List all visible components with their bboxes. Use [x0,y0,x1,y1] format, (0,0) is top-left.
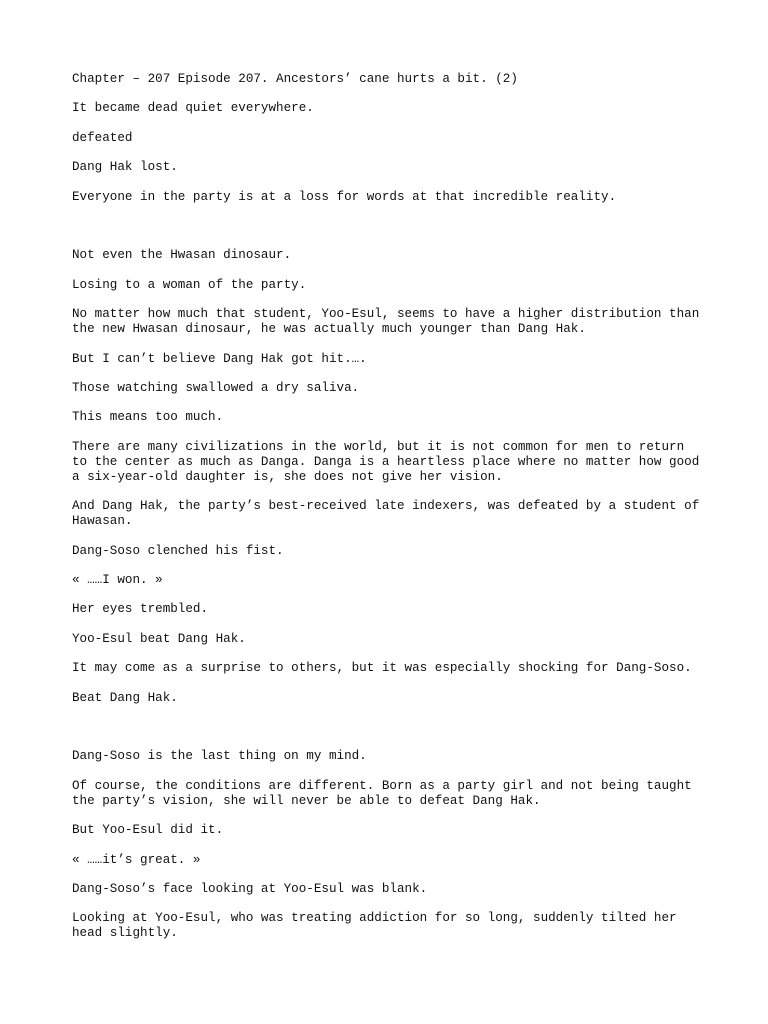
paragraph: defeated [72,130,133,145]
paragraph: But Yoo-Esul did it. [72,823,224,838]
paragraph: Dang Hak lost. [72,160,178,175]
paragraph: Yoo-Esul beat Dang Hak. [72,631,246,646]
paragraph: Her eyes trembled. [72,602,209,617]
chapter-title: Chapter – 207 Episode 207. Ancestors’ cane hurts a bit. (2) [72,72,518,86]
section-break [72,720,704,750]
paragraph: But I can’t believe Dang Hak got hit.…. [72,351,367,366]
paragraph: There are many civilizations in the world, but it is not common for men to return to the center as much as Danga. Danga is a heartless place where no matter how good a six-year-old daughter is, she does not give her vision. [72,439,707,484]
paragraph: Losing to a woman of the party. [72,277,307,292]
paragraph: Dang-Soso’s face looking at Yoo-Esul was blank. [72,881,428,896]
dialogue-line: « ……it’s great. » [72,852,201,867]
dialogue-line: « ……I won. » [72,572,163,587]
paragraph: Not even the Hwasan dinosaur. [72,248,292,263]
paragraph: No matter how much that student, Yoo-Esul, seems to have a higher distribution than the new Hwasan dinosaur, he was actually much younger than Dang Hak. [72,307,707,337]
paragraph: Dang-Soso clenched his fist. [72,543,284,558]
paragraph: Dang-Soso is the last thing on my mind. [72,749,367,764]
paragraph: Those watching swallowed a dry saliva. [72,381,360,396]
section-break [72,219,704,249]
paragraph: It may come as a surprise to others, but it was especially shocking for Dang-Soso. [72,661,692,676]
paragraph: Of course, the conditions are different. Born as a party girl and not being taught the party’s vision, she will never be able to defeat Dang Hak. [72,778,700,808]
paragraph: Everyone in the party is at a loss for words at that incredible reality. [72,189,617,204]
paragraph: And Dang Hak, the party’s best-received late indexers, was defeated by a student of Hawasan. [72,499,707,529]
document-page [72,72,707,956]
paragraph: This means too much. [72,410,224,425]
paragraph: It became dead quiet everywhere. [72,101,314,116]
paragraph: Looking at Yoo-Esul, who was treating addiction for so long, suddenly tilted her head slightly. [72,911,685,941]
paragraph: Beat Dang Hak. [72,690,178,705]
